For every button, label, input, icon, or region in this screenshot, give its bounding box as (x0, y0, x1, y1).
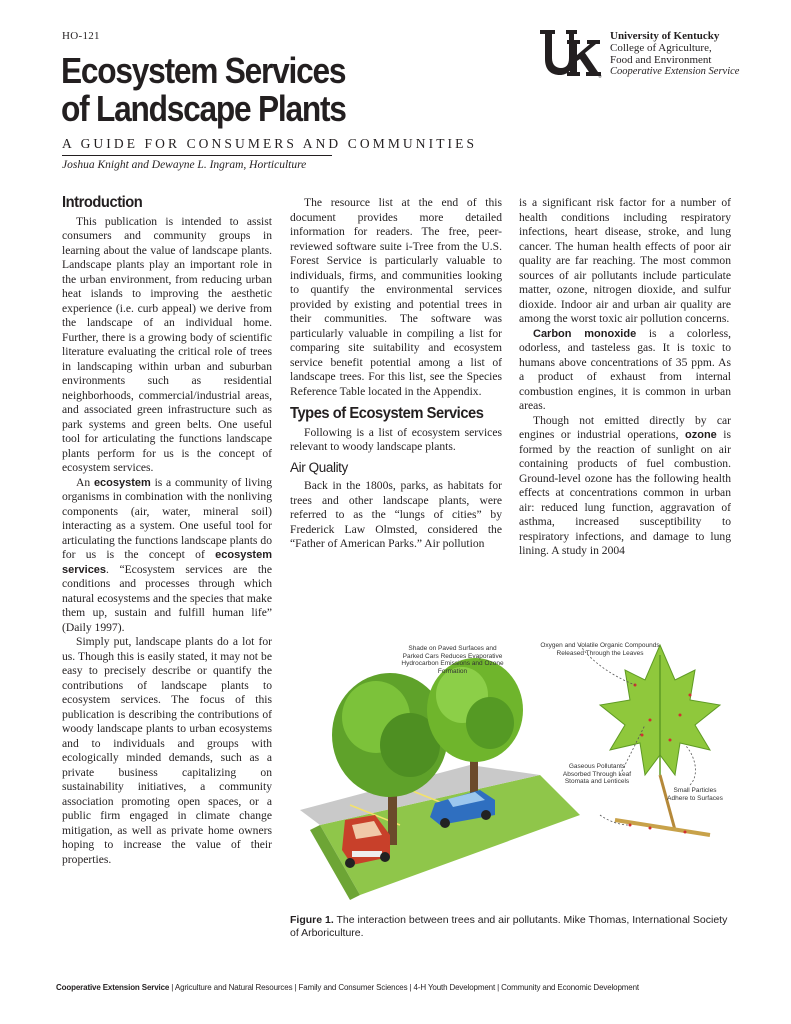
carbon-monoxide-paragraph: Carbon monoxide is a colorless, odorless, and tasteless gas. It is toxic to humans above concentrations of 35 ppm. As a product of exhaust from internal combustion engines, it is common in urban areas. (519, 326, 732, 412)
keyword-ecosystem-services: ecosystem services (62, 549, 272, 576)
air-pollution-paragraph: is a significant risk factor for a number of health conditions including respiratory infections, heart disease, stroke, and lung cancer. The human health effects of poor air quality are far reaching. The most common sources of air pollutants include particulate matter, ozone, nitrogen dioxide, and sulfur dioxide. Indoor air and urban air quality are among the worst toxic air pollution concerns. (519, 196, 731, 325)
svg-text:®: ® (598, 74, 602, 79)
label-oxygen-voc: Oxygen and Volatile Organic Compounds Released Through the Leaves (540, 642, 660, 657)
subheading-air-quality: Air Quality (290, 459, 348, 475)
keyword-ecosystem: ecosystem (93, 476, 151, 489)
page-subtitle: A GUIDE FOR CONSUMERS AND COMMUNITIES (62, 136, 478, 151)
ozone-paragraph: Though not emitted directly by car engines or industrial operations, ozone is formed by the reaction of sunlight on air containing products of fuel combustion. Ground-level ozone has the following health effects at concentrations common in urban air: reduced lung function, aggravation of asthma, increased susceptibility to respiratory infections, and damage to lung lining. A study in 2004 (519, 413, 731, 557)
publication-code: HO-121 (62, 30, 100, 42)
university-name: University of Kentucky (610, 30, 720, 42)
caption-label: Figure 1. (290, 914, 334, 926)
figure-1-illustration (290, 625, 735, 905)
maple-leaf-icon (600, 645, 720, 835)
uk-wordmark-icon (540, 28, 602, 80)
trees-air-pollutants-illustration (290, 625, 735, 905)
air-quality-paragraph: Back in the 1800s, parks, as habitats for trees and other landscape plants, were referred to as the “lungs of cities” by Frederick Law Olmsted, considered the “Father of American Parks.” Air pollution (290, 479, 502, 550)
label-shade-paved-surfaces: Shade on Paved Surfaces and Parked Cars Reduces Evaporative Hydrocarbon Emissions and Ozone Formation (401, 645, 504, 675)
heading-types-of-ecosystem-services: Types of Ecosystem Services (290, 405, 484, 422)
column-2 (290, 196, 502, 552)
keyword-carbon-monoxide: Carbon monoxide (533, 327, 637, 340)
keyword-ozone: ozone (685, 429, 717, 441)
resources-paragraph: The resource list at the end of this document provides more detailed information for readers. The free, peer-reviewed software suite i-Tree from the U.S. Forest Service is particularly valuable to individuals, firms, and communities looking to quantify the environmental services provided by existing and potential trees in their communities. The software was particularly valuable in compiling a list for comparing site suitability and ecosystem service benefit potential among a list of landscape trees. For this list, see the Species Reference Table located in the Appendix. (290, 196, 502, 398)
types-paragraph: Following is a list of ecosystem services relevant to woody landscape plants. (290, 425, 502, 453)
column-3 (519, 196, 731, 559)
caption-text: The interaction between trees and air pollutants. Mike Thomas, International Society of Arboriculture. (290, 914, 728, 939)
intro-paragraph-3: Simply put, landscape plants do a lot for us. Though this is easily stated, it may not be easy to precisely describe or quantify the contributions of landscape plants to ecosystem services. The focus of this publication is describing the contributions of woody landscape plants to urban ecosystems and to individuals and groups with ecologically minded demands, such as a private business capitalizing on sustainability initiatives, a community association promoting open spaces, or a public firm engaged in climate change mitigation, as well as private home owners hoping to increase the value of their properties. (62, 635, 272, 866)
title-line-2: of Landscape Plants (61, 88, 346, 129)
footer-lead: Cooperative Extension Service (56, 982, 170, 992)
label-small-particles: Small Particles Adhere to Surfaces (667, 787, 723, 802)
footer (56, 982, 698, 992)
college-name-line-1: College of Agriculture, (610, 42, 712, 54)
college-name-line-2: Food and Environment (610, 54, 712, 66)
column-1 (62, 196, 272, 867)
label-gaseous-pollutants: Gaseous Pollutants Absorbed Through Leaf Stomata and Lenticels (562, 763, 632, 785)
title-line-1: Ecosystem Services (61, 50, 346, 91)
authors-line: Joshua Knight and Dewayne L. Ingram, Horticulture (62, 159, 307, 171)
extension-service-name: Cooperative Extension Service (610, 66, 740, 77)
footer-programs: | Agriculture and Natural Resources | Family and Consumer Sciences | 4-H Youth Development | Community and Economic Development (169, 982, 639, 992)
intro-paragraph-1: This publication is intended to assist consumers and community groups in learning about the value of landscape plants. Landscape plants play an important role in the urban environment, from reducing urban heat islands to improving the aesthetic experience (i.e. curb appeal) we derive from the landscape of an individual home. Further, there is a growing body of scientific literature evaluating the critical role of trees in landscaping within urban and suburban environments such as residential neighborhoods, commercial/industrial areas, and associated green infrastructure such as park systems and green belts. One useful tool for articulating the functions landscape plants perform for us is the concept of ecosystem services. (62, 214, 272, 474)
title-divider (62, 155, 332, 156)
uk-logo (540, 28, 740, 84)
intro-paragraph-2: An ecosystem is a community of living organisms in combination with the nonliving components (air, water, mineral soil) interacting as a system. One useful tool for articulating the functions landscape plants do for us is the concept of ecosystem services. “Ecosystem services are the conditions and processes through which natural ecosystems and the species that make them up, sustain and fulfill human life” (Daily 1997). (62, 475, 272, 634)
heading-introduction: Introduction (62, 194, 143, 211)
figure-caption (290, 914, 730, 940)
page-title (61, 52, 431, 128)
